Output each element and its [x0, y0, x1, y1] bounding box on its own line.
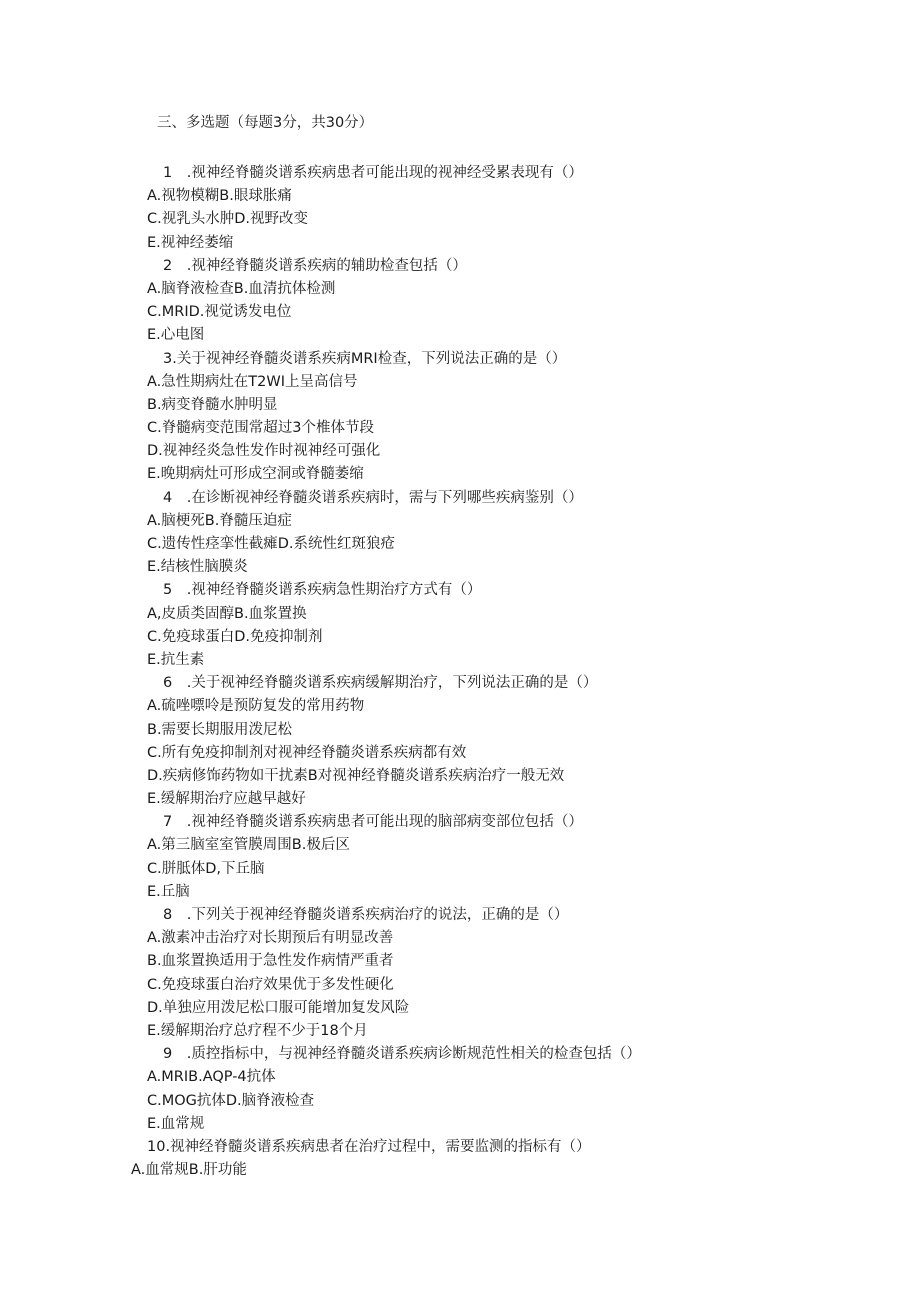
question-stem: 7 .视神经脊髓炎谱系疾病患者可能出现的脑部病变部位包括（）	[163, 814, 583, 831]
answer-options: B.血浆置换适用于急性发作病情严重者	[147, 953, 394, 970]
question-stem: 1 .视神经脊髓炎谱系疾病患者可能出现的视神经受累表现有（）	[163, 165, 583, 181]
answer-options: A.脑梗死B.脊髓压迫症	[147, 512, 292, 529]
question-stem: 10.视神经脊髓炎谱系疾病患者在治疗过程中，需要监测的指标有（）	[147, 1138, 591, 1155]
answer-options: E.抗生素	[147, 651, 205, 668]
question-stem: 6 .关于视神经脊髓炎谱系疾病缓解期治疗，下列说法正确的是（）	[163, 675, 598, 692]
question-stem: 5 .视神经脊髓炎谱系疾病急性期治疗方式有（）	[163, 582, 482, 599]
answer-options: D.单独应用泼尼松口服可能增加复发风险	[147, 999, 410, 1016]
answer-options: C.视乳头水肿D.视野改变	[147, 211, 309, 228]
answer-options: E.血常规	[147, 1115, 205, 1132]
answer-options: D.疾病修饰药物如干扰素B对视神经脊髓炎谱系疾病治疗一般无效	[147, 767, 565, 784]
answer-options: E.视神经萎缩	[147, 234, 234, 251]
answer-options: C.MOG抗体D.脑脊液检查	[147, 1092, 315, 1109]
question-stem: 9 .质控指标中，与视神经脊髓炎谱系疾病诊断规范性相关的检查包括（）	[163, 1046, 641, 1063]
answer-options: C.免疫球蛋白D.免疫抑制剂	[147, 628, 323, 645]
answer-options: A.第三脑室室管膜周围B.极后区	[147, 837, 350, 854]
answer-options: E.结核性脑膜炎	[147, 559, 248, 576]
answer-options: E.晚期病灶可形成空洞或脊髓萎缩	[147, 466, 364, 483]
answer-options: C.所有免疫抑制剂对视神经脊髓炎谱系疾病都有效	[147, 744, 467, 761]
answer-options: C.MRID.视觉诱发电位	[147, 304, 292, 321]
answer-options: D.视神经炎急性发作时视神经可强化	[147, 443, 381, 460]
answer-options: A.MRIB.AQP-4抗体	[147, 1069, 276, 1086]
answer-options: E.缓解期治疗应越早越好	[147, 791, 306, 808]
answer-options: C.遗传性痉挛性截瘫D.系统性红斑狼疮	[147, 536, 396, 552]
answer-options: A.激素冲击治疗对长期预后有明显改善	[147, 930, 394, 947]
answer-options: B.需要长期服用泼尼松	[147, 721, 293, 738]
section-title: 三、多选题（每题3分，共30分）	[157, 115, 374, 131]
answer-options: A,皮质类固醇B.血浆置换	[147, 605, 307, 622]
answer-options: A.血常规B.肝功能	[131, 1162, 247, 1179]
question-stem: 8 .下列关于视神经脊髓炎谱系疾病治疗的说法，正确的是（）	[163, 907, 569, 923]
answer-options: E.心电图	[147, 327, 205, 344]
answer-options: C.脊髓病变范围常超过3个椎体节段	[147, 420, 374, 437]
question-stem: 2 .视神经脊髓炎谱系疾病的辅助检查包括（）	[163, 257, 467, 274]
answer-options: E.缓解期治疗总疗程不少于18个月	[147, 1022, 368, 1039]
answer-options: A.视物模糊B.眼球胀痛	[147, 188, 292, 205]
answer-options: E.丘脑	[147, 883, 190, 900]
answer-options: C.免疫球蛋白治疗效果优于多发性硬化	[147, 976, 394, 993]
answer-options: A.急性期病灶在T2WI上呈高信号	[147, 373, 358, 390]
answer-options: A.硫唑嘌呤是预防复发的常用药物	[147, 698, 365, 715]
answer-options: C.胼胝体D,下丘脑	[147, 860, 265, 877]
question-stem: 4 .在诊断视神经脊髓炎谱系疾病时，需与下列哪些疾病鉴别（）	[163, 489, 583, 506]
answer-options: A.脑脊液检查B.血清抗体检测	[147, 280, 336, 297]
answer-options: B.病变脊髓水肿明显	[147, 396, 278, 413]
question-list	[0, 162, 920, 1182]
question-stem: 3.关于视神经脊髓炎谱系疾病MRI检查，下列说法正确的是（）	[163, 350, 567, 367]
